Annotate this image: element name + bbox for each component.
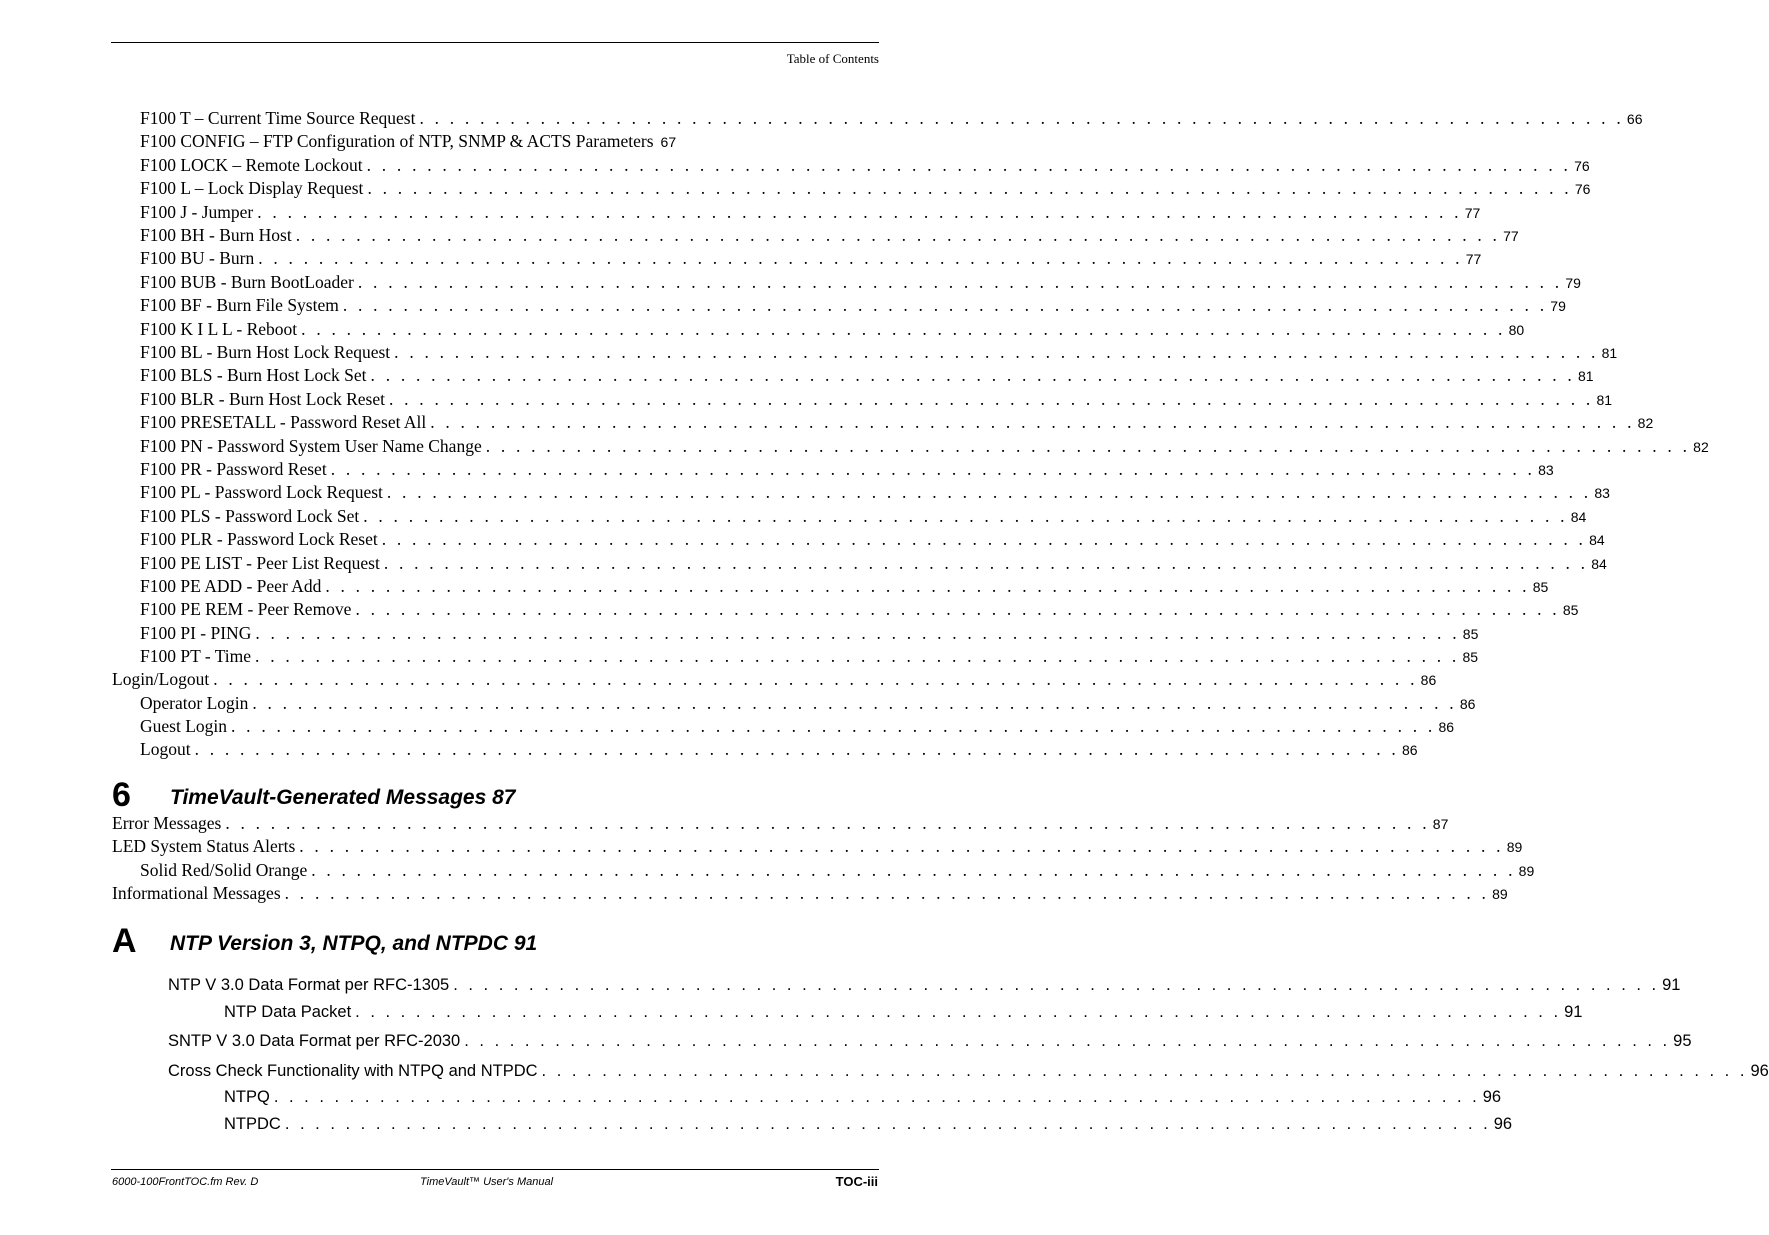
toc-entry[interactable] — [224, 1003, 1583, 1025]
dot-leader: . . . . . . . . . . . . . . . . . . . . . . . . . . . . . . . . . . . . . . . . . . . . . . . . . . . . . . . . . . . . . . . . . . . . . . . . . . . . . . . . — [370, 365, 1575, 386]
dot-leader: . . . . . . . . . . . . . . . . . . . . . . . . . . . . . . . . . . . . . . . . . . . . . . . . . . . . . . . . . . . . . . . . . . . . . . . . . . . . . . . . — [386, 482, 1592, 503]
appendix-letter: A — [112, 922, 137, 960]
toc-entry-page: 81 — [1601, 345, 1618, 361]
toc-entry[interactable] — [140, 201, 1481, 224]
toc-entry-title: Solid Red/Solid Orange — [140, 860, 308, 880]
dot-leader: . . . . . . . . . . . . . . . . . . . . . . . . . . . . . . . . . . . . . . . . . . . . . . . . . . . . . . . . . . . . . . . . . . . . . . . . . . . . . . . . — [252, 693, 1457, 713]
toc-entry-title: F100 PT - Time — [140, 646, 252, 667]
toc-entry[interactable] — [140, 860, 1535, 882]
toc-entry-page: 89 — [1506, 839, 1523, 855]
toc-entry[interactable] — [140, 505, 1587, 528]
toc-entry[interactable] — [140, 716, 1455, 738]
toc-entry-page: 79 — [1565, 274, 1581, 291]
toc-entry-page: 87 — [1432, 816, 1449, 832]
toc-entry-page: 84 — [1591, 555, 1607, 572]
toc-entry-page: 76 — [1574, 157, 1590, 174]
toc-entry[interactable] — [140, 435, 1709, 458]
toc-entry-title: F100 BU - Burn — [140, 248, 255, 269]
toc-entry-title: F100 T – Current Time Source Request — [140, 108, 416, 128]
toc-entry-page: 84 — [1570, 508, 1587, 525]
toc-entry-title: Login/Logout — [112, 669, 210, 689]
dot-leader: . . . . . . . . . . . . . . . . . . . . . . . . . . . . . . . . . . . . . . . . . . . . . . . . . . . . . . . . . . . . . . . . . . . . . . . . . . . . . . . . — [257, 201, 1462, 222]
toc-entry-page: 83 — [1594, 485, 1610, 502]
toc-entry[interactable] — [140, 529, 1605, 551]
toc-entry[interactable] — [140, 295, 1566, 317]
chapter-title[interactable]: TimeVault-Generated Messages 87 — [170, 786, 516, 809]
dot-leader: . . . . . . . . . . . . . . . . . . . . . . . . . . . . . . . . . . . . . . . . . . . . . . . . . . . . . . . . . . . . . . . . . . . . . . . . . . . . . . . . — [389, 388, 1594, 409]
toc-entry-title: LED System Status Alerts — [112, 836, 296, 856]
dot-leader: . . . . . . . . . . . . . . . . . . . . . . . . . . . . . . . . . . . . . . . . . . . . . . . . . . . . . . . . . . . . . . . . . . . . . . . . . . . . . . . . — [430, 412, 1635, 433]
dot-leader: . . . . . . . . . . . . . . . . . . . . . . . . . . . . . . . . . . . . . . . . . . . . . . . . . . . . . . . . . . . . . . . . . . . . . . . . . . . . . . . . — [325, 576, 1530, 596]
dot-leader: . . . . . . . . . . . . . . . . . . . . . . . . . . . . . . . . . . . . . . . . . . . . . . . . . . . . . . . . . . . . . . . . . . . . . . . . . . . . . . . . — [541, 1062, 1748, 1080]
dot-leader: . . . . . . . . . . . . . . . . . . . . . . . . . . . . . . . . . . . . . . . . . . . . . . . . . . . . . . . . . . . . . . . . . . . . . . . . . . . . . . . . — [255, 622, 1460, 643]
toc-entry-page: 86 — [1402, 742, 1418, 758]
toc-entry-title: Logout — [140, 739, 191, 759]
toc-entry-title: Error Messages — [112, 813, 222, 833]
toc-entry-title: F100 PN - Password System User Name Change — [140, 435, 482, 456]
toc-entry-title: F100 PRESETALL - Password Reset All — [140, 412, 427, 433]
dot-leader: . . . . . . . . . . . . . . . . . . . . . . . . . . . . . . . . . . . . . . . . . . . . . . . . . . . . . . . . . . . . . . . . . . . . . . . . . . . . . . . . — [383, 552, 1589, 573]
toc-entry-page: 96 — [1493, 1115, 1513, 1133]
toc-entry-title: F100 BL - Burn Host Lock Request — [140, 342, 391, 362]
toc-entry[interactable] — [140, 388, 1613, 411]
toc-entry[interactable] — [140, 576, 1549, 598]
toc-entry-title: F100 BH - Burn Host — [140, 225, 292, 245]
toc-entry-title: F100 BLR - Burn Host Lock Reset — [140, 388, 385, 409]
dot-leader: . . . . . . . . . . . . . . . . . . . . . . . . . . . . . . . . . . . . . . . . . . . . . . . . . . . . . . . . . . . . . . . . . . . . . . . . . . . . . . . . — [355, 1003, 1562, 1021]
toc-entry-page: 85 — [1532, 579, 1549, 595]
toc-entry[interactable] — [112, 883, 1508, 905]
toc-entry-page: 82 — [1637, 415, 1654, 432]
toc-entry-page: 86 — [1438, 719, 1455, 735]
toc-entry-page: 81 — [1596, 391, 1613, 408]
toc-entry[interactable] — [140, 318, 1525, 341]
dot-leader: . . . . . . . . . . . . . . . . . . . . . . . . . . . . . . . . . . . . . . . . . . . . . . . . . . . . . . . . . . . . . . . . . . . . . . . . . . . . . . . . — [355, 599, 1560, 620]
toc-entry-title: F100 BF - Burn File System — [140, 295, 339, 316]
toc-entry[interactable] — [140, 482, 1610, 504]
dot-leader: . . . . . . . . . . . . . . . . . . . . . . . . . . . . . . . . . . . . . . . . . . . . . . . . . . . . . . . . . . . . . . . . . . . . . . . . . . . . . . . . — [464, 1032, 1671, 1050]
toc-entry-page: 96 — [1482, 1088, 1502, 1106]
dot-leader: . . . . . . . . . . . . . . . . . . . . . . . . . . . . . . . . . . . . . . . . . . . . . . . . . . . . . . . . . . . . . . . . . . . . . . . . . . . . . . . . — [284, 1115, 1491, 1133]
toc-entry-page: 82 — [1693, 438, 1709, 455]
toc-entry[interactable] — [112, 669, 1437, 691]
toc-entry[interactable] — [112, 813, 1449, 835]
toc-entry-page: 86 — [1459, 696, 1476, 712]
toc-entry[interactable] — [224, 1088, 1502, 1110]
toc-entry[interactable] — [168, 1032, 1692, 1054]
toc-entry[interactable] — [140, 271, 1581, 294]
toc-entry[interactable] — [140, 248, 1482, 270]
toc-entry-page: 86 — [1420, 672, 1437, 688]
toc-entry-page: 77 — [1503, 228, 1519, 244]
toc-entry-page: 91 — [1564, 1003, 1583, 1021]
footer-manual-title: TimeVault™ User's Manual — [420, 1176, 554, 1188]
toc-entry-title: F100 J - Jumper — [140, 201, 254, 222]
dot-leader: . . . . . . . . . . . . . . . . . . . . . . . . . . . . . . . . . . . . . . . . . . . . . . . . . . . . . . . . . . . . . . . . . . . . . . . . . . . . . . . . — [299, 836, 1504, 856]
toc-entry[interactable] — [168, 976, 1681, 998]
toc-entry-title: F100 CONFIG – FTP Configuration of NTP, SNMP & ACTS Parameters — [140, 131, 654, 152]
footer-rule — [111, 1169, 879, 1170]
toc-entry-title: Operator Login — [140, 693, 249, 713]
toc-entry[interactable] — [140, 154, 1590, 177]
toc-entry[interactable] — [140, 108, 1643, 130]
toc-entry-page: 67 — [660, 134, 677, 151]
toc-entry[interactable] — [140, 412, 1654, 434]
toc-entry-page: 85 — [1462, 625, 1479, 642]
toc-entry-page: 76 — [1574, 181, 1591, 198]
toc-entry-page: 91 — [1662, 976, 1681, 994]
toc-entry[interactable] — [140, 459, 1554, 481]
dot-leader: . . . . . . . . . . . . . . . . . . . . . . . . . . . . . . . . . . . . . . . . . . . . . . . . . . . . . . . . . . . . . . . . . . . . . . . . . . . . . . . . — [381, 529, 1587, 550]
toc-entry-title: Informational Messages — [112, 883, 281, 903]
appendix-title[interactable]: NTP Version 3, NTPQ, and NTPDC 91 — [170, 932, 538, 955]
toc-entry-page: 77 — [1465, 251, 1482, 268]
toc-entry-page: 85 — [1462, 649, 1479, 666]
toc-entry-title: F100 PLS - Password Lock Set — [140, 505, 360, 526]
toc-entry[interactable] — [224, 1115, 1513, 1137]
toc-entry-title: F100 PI - PING — [140, 622, 252, 643]
toc-entry-page: 81 — [1577, 368, 1594, 385]
dot-leader: . . . . . . . . . . . . . . . . . . . . . . . . . . . . . . . . . . . . . . . . . . . . . . . . . . . . . . . . . . . . . . . . . . . . . . . . . . . . . . . . — [311, 860, 1516, 880]
toc-entry-title: NTP Data Packet — [224, 1003, 352, 1021]
toc-entry[interactable] — [112, 836, 1523, 858]
toc-entry-page: 84 — [1589, 532, 1605, 549]
dot-leader: . . . . . . . . . . . . . . . . . . . . . . . . . . . . . . . . . . . . . . . . . . . . . . . . . . . . . . . . . . . . . . . . . . . . . . . . . . . . . . . . — [273, 1088, 1480, 1106]
toc-entry-title: NTPQ — [224, 1088, 270, 1106]
dot-leader: . . . . . . . . . . . . . . . . . . . . . . . . . . . . . . . . . . . . . . . . . . . . . . . . . . . . . . . . . . . . . . . . . . . . . . . . . . . . . . . . — [342, 295, 1548, 316]
dot-leader: . . . . . . . . . . . . . . . . . . . . . . . . . . . . . . . . . . . . . . . . . . . . . . . . . . . . . . . . . . . . . . . . . . . . . . . . . . . . . . . . — [394, 342, 1599, 362]
toc-entry-page: 79 — [1550, 298, 1566, 315]
toc-entry-page: 89 — [1518, 863, 1535, 879]
toc-entry-title: F100 PE REM - Peer Remove — [140, 599, 352, 620]
dot-leader: . . . . . . . . . . . . . . . . . . . . . . . . . . . . . . . . . . . . . . . . . . . . . . . . . . . . . . . . . . . . . . . . . . . . . . . . . . . . . . . . — [485, 435, 1691, 456]
toc-entry-title: F100 LOCK – Remote Lockout — [140, 154, 363, 175]
toc-entry-title: F100 PLR - Password Lock Reset — [140, 529, 378, 550]
dot-leader: . . . . . . . . . . . . . . . . . . . . . . . . . . . . . . . . . . . . . . . . . . . . . . . . . . . . . . . . . . . . . . . . . . . . . . . . . . . . . . . . — [258, 248, 1463, 269]
running-header: Table of Contents — [786, 51, 879, 66]
footer-page-number: TOC-iii — [835, 1174, 878, 1189]
dot-leader: . . . . . . . . . . . . . . . . . . . . . . . . . . . . . . . . . . . . . . . . . . . . . . . . . . . . . . . . . . . . . . . . . . . . . . . . . . . . . . . . — [225, 813, 1430, 833]
toc-entry-page: 83 — [1538, 462, 1554, 478]
toc-entry-page: 80 — [1508, 321, 1525, 338]
toc-entry-page: 95 — [1673, 1032, 1692, 1050]
toc-entry-title: SNTP V 3.0 Data Format per RFC-2030 — [168, 1032, 461, 1050]
toc-entry[interactable] — [140, 131, 677, 153]
toc-entry-page: 89 — [1492, 886, 1508, 902]
dot-leader: . . . . . . . . . . . . . . . . . . . . . . . . . . . . . . . . . . . . . . . . . . . . . . . . . . . . . . . . . . . . . . . . . . . . . . . . . . . . . . . . — [213, 669, 1418, 689]
toc-entry-title: F100 PR - Password Reset — [140, 459, 327, 479]
toc-entry-page: 85 — [1562, 602, 1579, 619]
toc-entry[interactable] — [140, 365, 1594, 387]
toc-entry-title: F100 PE LIST - Peer List Request — [140, 552, 380, 573]
toc-entry[interactable] — [140, 622, 1479, 645]
toc-entry[interactable] — [168, 1062, 1769, 1084]
toc-entry[interactable] — [140, 225, 1519, 247]
toc-entry-title: F100 L – Lock Display Request — [140, 178, 364, 199]
toc-entry[interactable] — [140, 178, 1591, 200]
toc-entry-title: NTPDC — [224, 1115, 281, 1133]
dot-leader: . . . . . . . . . . . . . . . . . . . . . . . . . . . . . . . . . . . . . . . . . . . . . . . . . . . . . . . . . . . . . . . . . . . . . . . . . . . . . . . . — [284, 883, 1490, 903]
dot-leader: . . . . . . . . . . . . . . . . . . . . . . . . . . . . . . . . . . . . . . . . . . . . . . . . . . . . . . . . . . . . . . . . . . . . . . . . . . . . . . . . — [255, 646, 1460, 667]
toc-entry-title: F100 PL - Password Lock Request — [140, 482, 383, 503]
toc-entry-page: 96 — [1750, 1062, 1769, 1080]
footer-filename: 6000-100FrontTOC.fm Rev. D — [112, 1176, 259, 1188]
dot-leader: . . . . . . . . . . . . . . . . . . . . . . . . . . . . . . . . . . . . . . . . . . . . . . . . . . . . . . . . . . . . . . . . . . . . . . . . . . . . . . . . — [453, 976, 1660, 994]
dot-leader: . . . . . . . . . . . . . . . . . . . . . . . . . . . . . . . . . . . . . . . . . . . . . . . . . . . . . . . . . . . . . . . . . . . . . . . . . . . . . . . . — [366, 154, 1572, 175]
dot-leader: . . . . . . . . . . . . . . . . . . . . . . . . . . . . . . . . . . . . . . . . . . . . . . . . . . . . . . . . . . . . . . . . . . . . . . . . . . . . . . . . — [363, 505, 1568, 526]
dot-leader: . . . . . . . . . . . . . . . . . . . . . . . . . . . . . . . . . . . . . . . . . . . . . . . . . . . . . . . . . . . . . . . . . . . . . . . . . . . . . . . . — [194, 739, 1399, 759]
toc-entry-title: F100 PE ADD - Peer Add — [140, 576, 322, 596]
dot-leader: . . . . . . . . . . . . . . . . . . . . . . . . . . . . . . . . . . . . . . . . . . . . . . . . . . . . . . . . . . . . . . . . . . . . . . . . . . . . . . . . — [301, 318, 1506, 339]
dot-leader: . . . . . . . . . . . . . . . . . . . . . . . . . . . . . . . . . . . . . . . . . . . . . . . . . . . . . . . . . . . . . . . . . . . . . . . . . . . . . . . . — [419, 108, 1624, 128]
toc-entry-title: Cross Check Functionality with NTPQ and NTPDC — [168, 1062, 538, 1080]
toc-entry-title: F100 BLS - Burn Host Lock Set — [140, 365, 367, 386]
dot-leader: . . . . . . . . . . . . . . . . . . . . . . . . . . . . . . . . . . . . . . . . . . . . . . . . . . . . . . . . . . . . . . . . . . . . . . . . . . . . . . . . — [330, 459, 1536, 479]
toc-entry[interactable] — [140, 739, 1418, 761]
toc-entry-title: Guest Login — [140, 716, 228, 736]
dot-leader: . . . . . . . . . . . . . . . . . . . . . . . . . . . . . . . . . . . . . . . . . . . . . . . . . . . . . . . . . . . . . . . . . . . . . . . . . . . . . . . . — [367, 178, 1572, 199]
chapter-number: 6 — [112, 776, 131, 814]
toc-entry-title: F100 K I L L - Reboot — [140, 318, 298, 339]
toc-entry[interactable] — [140, 599, 1579, 621]
toc-entry-title: NTP V 3.0 Data Format per RFC-1305 — [168, 976, 450, 994]
toc-entry[interactable] — [140, 552, 1607, 575]
dot-leader: . . . . . . . . . . . . . . . . . . . . . . . . . . . . . . . . . . . . . . . . . . . . . . . . . . . . . . . . . . . . . . . . . . . . . . . . . . . . . . . . — [295, 225, 1501, 245]
toc-entry-title: F100 BUB - Burn BootLoader — [140, 271, 354, 292]
toc-entry-page: 77 — [1464, 204, 1481, 221]
toc-entry[interactable] — [140, 342, 1618, 364]
dot-leader: . . . . . . . . . . . . . . . . . . . . . . . . . . . . . . . . . . . . . . . . . . . . . . . . . . . . . . . . . . . . . . . . . . . . . . . . . . . . . . . . — [357, 271, 1563, 292]
toc-entry-page: 66 — [1626, 111, 1643, 127]
toc-entry[interactable] — [140, 646, 1479, 668]
dot-leader: . . . . . . . . . . . . . . . . . . . . . . . . . . . . . . . . . . . . . . . . . . . . . . . . . . . . . . . . . . . . . . . . . . . . . . . . . . . . . . . . — [231, 716, 1436, 736]
toc-entry[interactable] — [140, 693, 1476, 715]
header-rule — [111, 42, 879, 43]
